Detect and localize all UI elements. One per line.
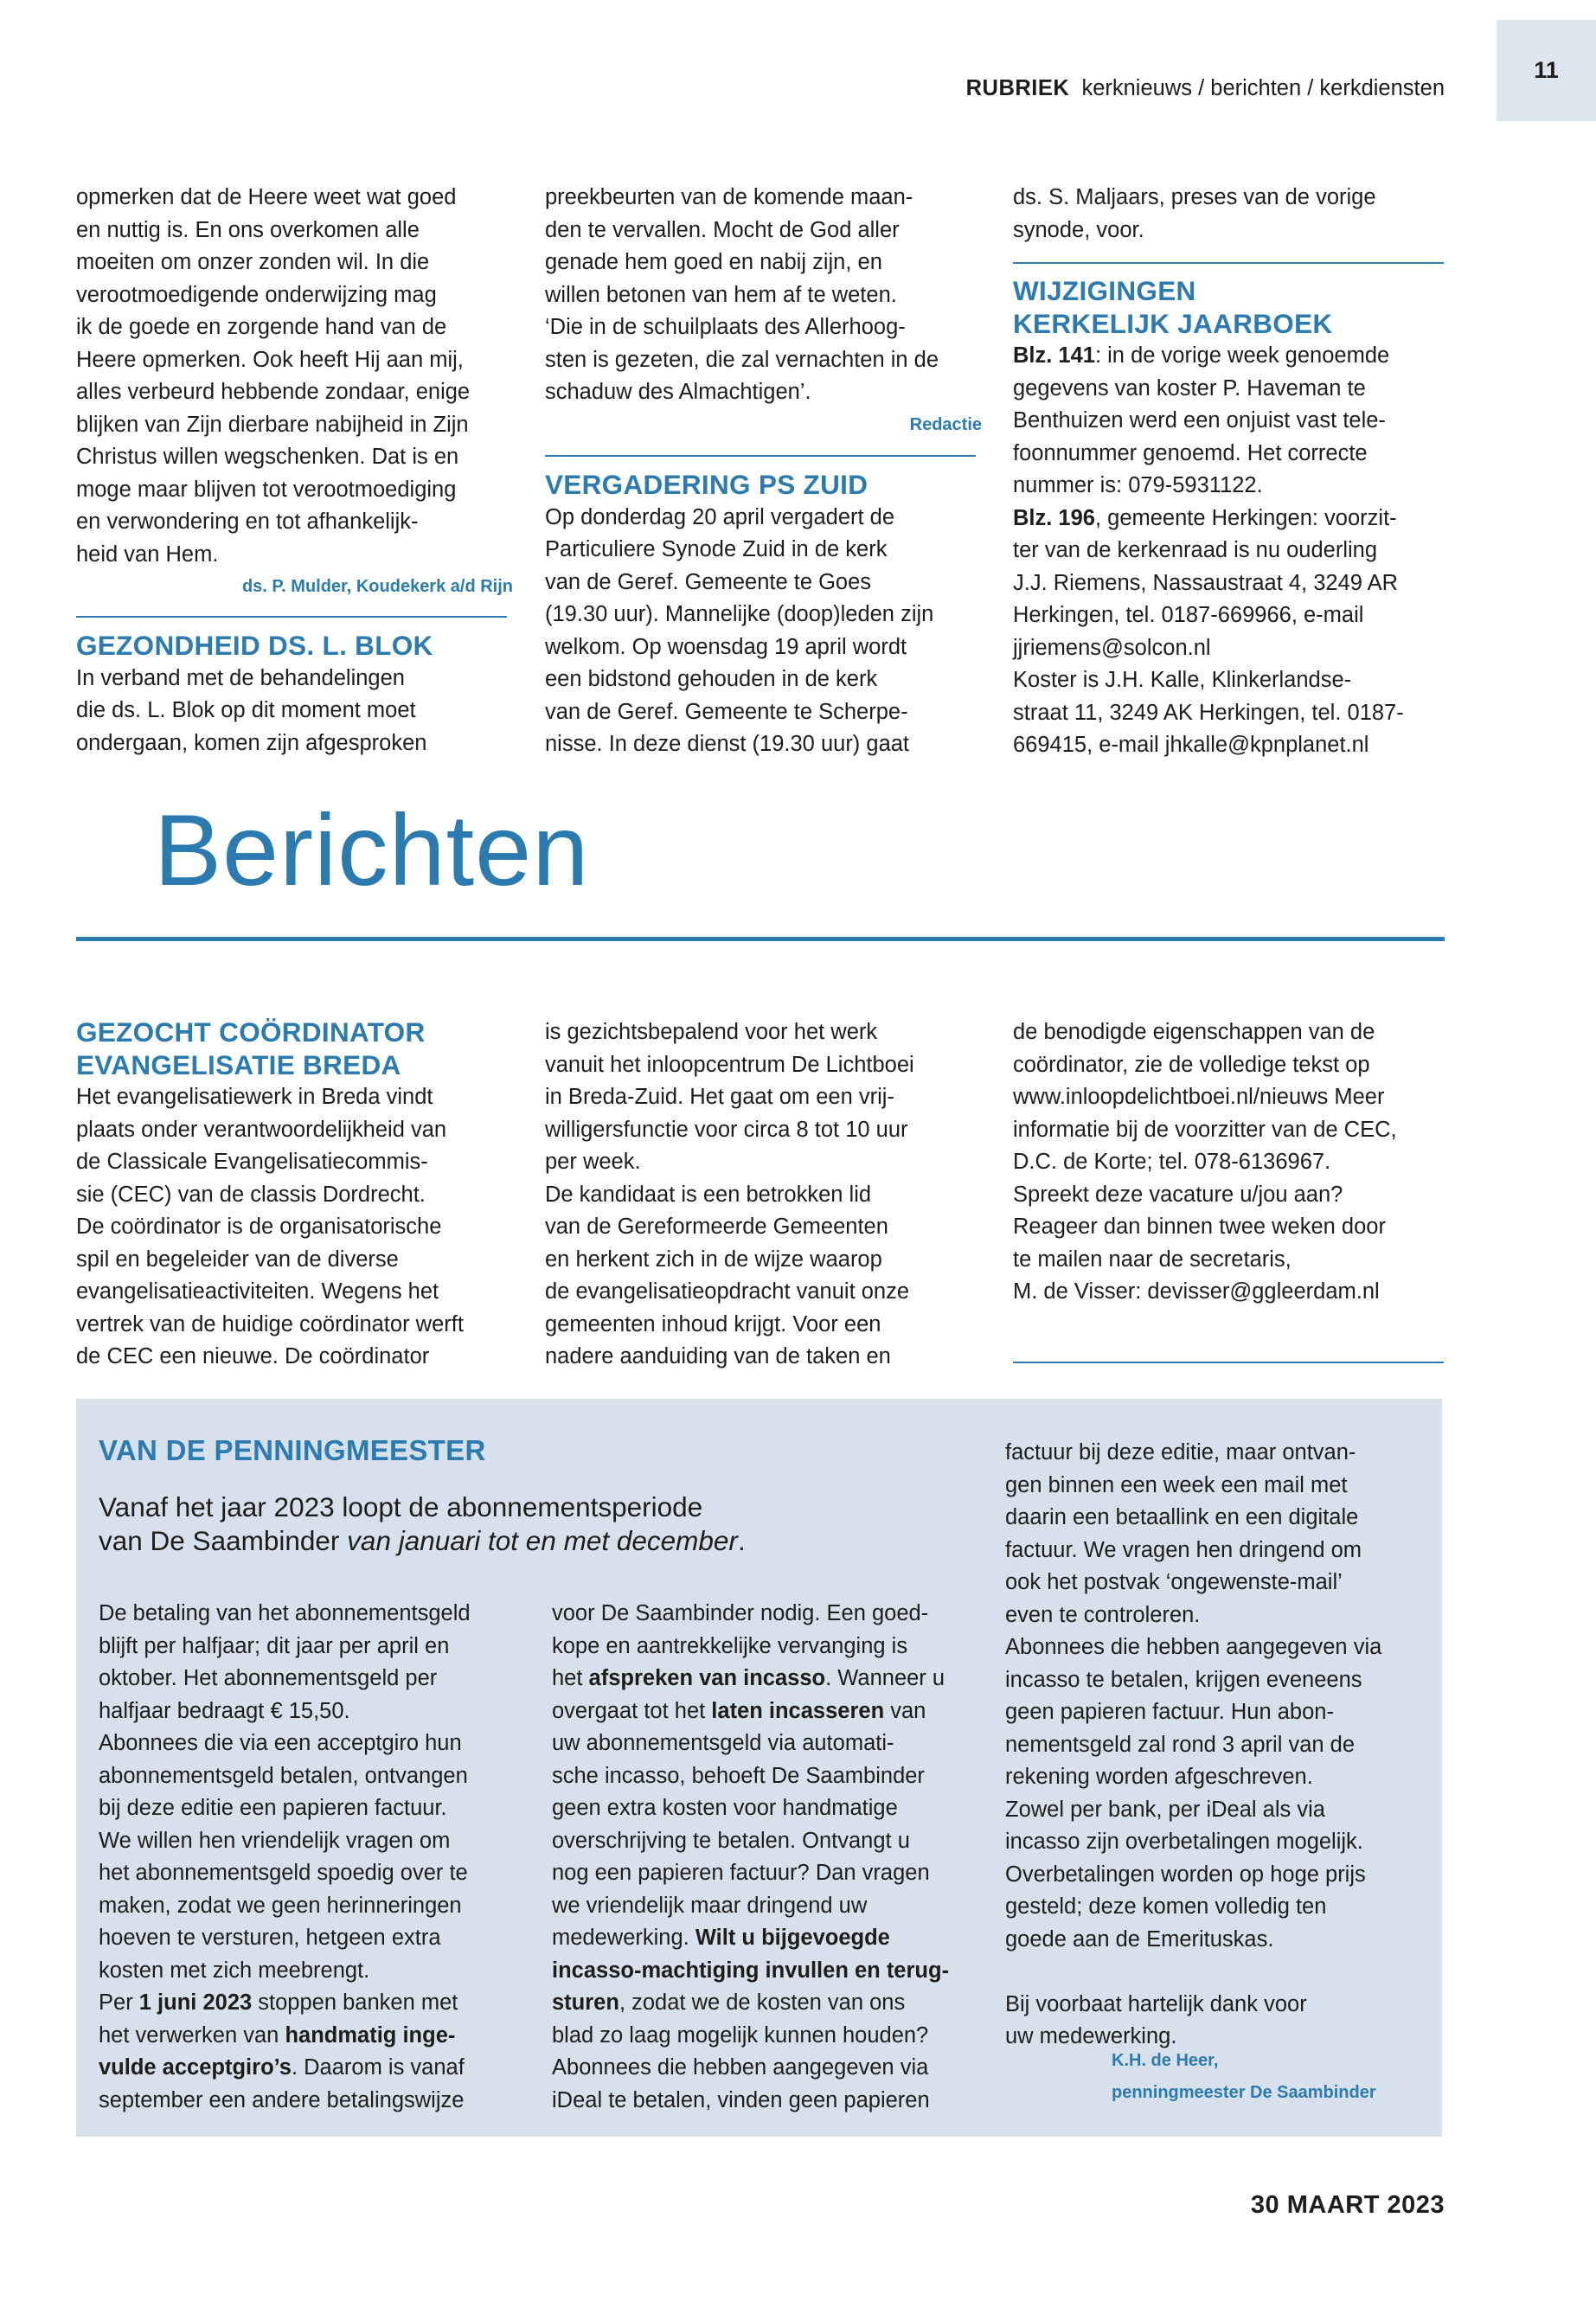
bold-span: laten incasseren [711, 1698, 885, 1723]
text-line: en verwondering en tot afhankelijk- [76, 510, 419, 534]
text-line: Benthuizen werd een onjuist vast tele- [1013, 408, 1386, 433]
bold-span: incasso-machtiging invullen en terug- [552, 1958, 950, 1983]
vergadering-article [545, 469, 982, 761]
text-line: van de Geref. Gemeente te Scherpe- [545, 699, 908, 724]
text-line: vanuit het inloopcentrum De Lichtboei [545, 1052, 914, 1077]
text-line: moge maar blijven tot verootmoediging [76, 477, 457, 502]
text-line: uw medewerking. [1005, 2024, 1177, 2048]
email-line: jjriemens@solcon.nl [1013, 635, 1211, 660]
intro-line [99, 1524, 964, 1558]
text-line: Overbetalingen worden op hoge prijs [1005, 1862, 1366, 1887]
text-line: evangelisatieactiviteiten. Wegens het [76, 1279, 439, 1304]
text-line: nementsgeld zal rond 3 april van de [1005, 1732, 1356, 1757]
text-line: in Breda-Zuid. Het gaat om een vrij- [545, 1085, 894, 1109]
text-line: te mailen naar de secretaris, [1013, 1247, 1292, 1272]
text-line: abonnementsgeld betalen, ontvangen [99, 1763, 468, 1788]
text-line: (19.30 uur). Mannelijke (doop)leden zijn [545, 602, 934, 626]
wijzigingen-article [1013, 275, 1454, 762]
wijzigingen-heading-line2: KERKELIJK JAARBOEK [1013, 307, 1333, 339]
text-line: van de Geref. Gemeente te Goes [545, 569, 872, 594]
issue-date: 30 MAART 2023 [1250, 2191, 1445, 2219]
text-line: Bij voorbaat hartelijk dank voor [1005, 1991, 1307, 2016]
text-line: gen binnen een week een mail met [1005, 1472, 1348, 1497]
text-line: de benodigde eigenschappen van de [1013, 1020, 1375, 1044]
text-line: willen betonen van hem af te weten. [545, 282, 897, 307]
section-title: Berichten [154, 793, 590, 907]
text-line: schaduw des Almachtigen’. [545, 380, 811, 404]
text-line: Abonnees die hebben aangegeven via [552, 2055, 929, 2080]
text-line [552, 1955, 997, 1988]
text-line: blad zo laag mogelijk kunnen houden? [552, 2022, 929, 2048]
text-line: Koster is J.H. Kalle, Klinkerlandse- [1013, 668, 1352, 692]
text-line: iDeal te betalen, vinden geen papieren [552, 2087, 930, 2112]
text-line: blijken van Zijn dierbare nabijheid in Zijn [76, 412, 469, 437]
text-line: gesteld; deze komen volledig ten [1005, 1894, 1327, 1919]
text-line: foonnummer genoemd. Het correcte [1013, 440, 1368, 465]
text-line [99, 2052, 544, 2085]
coordinator-heading-line1: GEZOCHT COÖRDINATOR [76, 1016, 426, 1048]
top-column-2 [545, 182, 982, 441]
text-line: Het evangelisatiewerk in Breda vindt [76, 1085, 433, 1109]
text-span: Per [99, 1990, 139, 2015]
text-line: We willen hen vriendelijk vragen om [99, 1828, 451, 1853]
coordinator-column-2 [545, 1016, 986, 1374]
text-line: den te vervallen. Mocht de God aller [545, 217, 900, 242]
gezondheid-article [76, 630, 513, 760]
text-line: factuur bij deze editie, maar ontvan- [1005, 1440, 1356, 1465]
text-line: informatie bij de voorzitter van de CEC, [1013, 1117, 1397, 1142]
text-line: van de Gereformeerde Gemeenten [545, 1215, 888, 1239]
text-line: coördinator, zie de volledige tekst op [1013, 1052, 1370, 1077]
divider [1013, 262, 1444, 264]
text-line [1013, 340, 1454, 373]
text-line: sie (CEC) van de classis Dordrecht. [76, 1182, 426, 1207]
text-line: Abonnees die hebben aangegeven via [1005, 1635, 1382, 1659]
blz-141-label: Blz. 141 [1013, 343, 1095, 368]
penningmeester-column-2 [552, 1598, 997, 2117]
text-line: willigersfunctie voor circa 8 tot 10 uur [545, 1117, 908, 1142]
text-line: halfjaar bedraagt € 15,50. [99, 1698, 350, 1723]
email-line: 669415, e-mail jhkalle@kpnplanet.nl [1013, 733, 1369, 757]
penningmeester-column-1 [99, 1598, 544, 2117]
signature-name: K.H. de Heer, [1112, 2051, 1219, 2070]
text-span: medewerking. [552, 1926, 695, 1950]
intro-line: Vanaf het jaar 2023 loopt de abonnementsperiode [99, 1491, 703, 1522]
text-line: goede aan de Emerituskas. [1005, 1926, 1274, 1952]
text-line: rekening worden afgeschreven. [1005, 1765, 1313, 1789]
text-line: D.C. de Korte; tel. 078-6136967. [1013, 1150, 1331, 1174]
bold-span: vulde acceptgiro’s [99, 2055, 292, 2080]
text-line: opmerken dat de Heere weet wat goed [76, 185, 457, 209]
signature-role: penningmeester De Saambinder [1112, 2083, 1376, 2102]
text-line: en nuttig is. En ons overkomen alle [76, 217, 420, 242]
text-line: geen papieren factuur. Hun abon- [1005, 1700, 1334, 1724]
text-line: voor De Saambinder nodig. Een goed- [552, 1601, 929, 1625]
text-line [1013, 503, 1454, 535]
text-line: J.J. Riemens, Nassaustraat 4, 3249 AR [1013, 570, 1399, 595]
text-line: preekbeurten van de komende maan- [545, 185, 913, 209]
text-line: De kandidaat is een betrokken lid [545, 1182, 872, 1207]
email-line: M. de Visser: devisser@ggleerdam.nl [1013, 1279, 1380, 1304]
text-line: De coördinator is de organisatorische [76, 1215, 442, 1239]
section-breadcrumb [966, 76, 1445, 101]
text-line: en herkent zich in de wijze waarop [545, 1247, 882, 1272]
text-line: sten is gezeten, die zal vernachten in de [545, 347, 939, 372]
bold-span: afspreken van incasso [588, 1666, 826, 1690]
text-line: bij deze editie een papieren factuur. [99, 1796, 447, 1820]
text-span: , gemeente Herkingen: voorzit- [1094, 505, 1397, 530]
top-column-1 [76, 182, 513, 603]
text-line: factuur. We vragen hen dringend om [1005, 1537, 1362, 1562]
divider [545, 455, 976, 457]
spacer [1005, 1956, 1438, 1989]
text-line: synode, voor. [1013, 217, 1144, 242]
text-line: incasso te betalen, krijgen eveneens [1005, 1667, 1362, 1692]
text-span: : in de vorige week genoemde [1094, 343, 1390, 368]
text-line: blijft per halfjaar; dit jaar per april en [99, 1633, 450, 1658]
bold-span: sturen [552, 1990, 619, 2015]
coordinator-heading-line2: EVANGELISATIE BREDA [76, 1048, 401, 1080]
text-line: Abonnees die via een acceptgiro hun [99, 1731, 462, 1755]
rubriek-text: kerknieuws / berichten / kerkdiensten [1081, 76, 1445, 100]
coordinator-column-1 [76, 1016, 517, 1374]
text-span: . [737, 1525, 746, 1556]
wijzigingen-heading-line1: WIJZIGINGEN [1013, 275, 1196, 306]
coordinator-column-3 [1013, 1016, 1454, 1309]
text-line [552, 1695, 997, 1728]
text-line: nog een papieren factuur? Dan vragen [552, 1861, 930, 1885]
mulder-signature: ds. P. Mulder, Koudekerk a/d Rijn [241, 577, 513, 596]
text-line: is gezichtsbepalend voor het werk [545, 1020, 878, 1044]
text-line: per week. [545, 1150, 641, 1174]
text-span: het verwerken van [99, 2022, 285, 2048]
text-line: genade hem goed en nabij zijn, en [545, 250, 882, 274]
text-line: een bidstond gehouden in de kerk [545, 667, 878, 691]
text-line: Op donderdag 20 april vergadert de [545, 504, 895, 529]
vergadering-heading: VERGADERING PS ZUID [545, 469, 869, 500]
text-line: nummer is: 079-5931122. [1013, 473, 1263, 497]
text-line: vertrek van de huidige coördinator werft [76, 1311, 464, 1336]
redactie-signature: Redactie [909, 414, 982, 434]
penningmeester-header [99, 1433, 964, 1558]
text-line: hoeven te versturen, hetgeen extra [99, 1926, 441, 1950]
text-line: moeiten om onzer zonden wil. In die [76, 250, 430, 274]
text-span: overgaat tot het [552, 1698, 712, 1723]
text-span: het [552, 1666, 589, 1690]
text-line [552, 1987, 997, 2020]
penningmeester-heading: VAN DE PENNINGMEESTER [99, 1434, 486, 1466]
text-line: gegevens van koster P. Haveman te [1013, 375, 1366, 401]
text-line: de CEC een nieuwe. De coördinator [76, 1344, 430, 1368]
text-line: nadere aanduiding van de taken en [545, 1344, 891, 1368]
penningmeester-intro [99, 1490, 964, 1558]
mulder-article-body [76, 182, 513, 571]
text-line [552, 1922, 997, 1955]
penningmeester-column-3 [1005, 1437, 1438, 2054]
text-line: De betaling van het abonnementsgeld [99, 1601, 471, 1625]
text-line: oktober. Het abonnementsgeld per [99, 1666, 438, 1690]
text-span: van De Saambinder [99, 1525, 348, 1556]
text-line: even te controleren. [1005, 1602, 1201, 1627]
text-line: ds. S. Maljaars, preses van de vorige [1013, 185, 1376, 209]
penningmeester-signature [1112, 2045, 1440, 2109]
url-line: www.inloopdelichtboei.nl/nieuws Meer [1013, 1085, 1385, 1109]
text-line: Zowel per bank, per iDeal als via [1005, 1797, 1325, 1822]
text-line: sche incasso, behoeft De Saambinder [552, 1763, 925, 1788]
gezondheid-heading: GEZONDHEID DS. L. BLOK [76, 630, 433, 661]
text-line: heid van Hem. [76, 542, 219, 567]
divider [76, 616, 507, 618]
text-line [99, 1987, 544, 2020]
text-line: ik de goede en zorgende hand van de [76, 315, 447, 339]
text-line: alles verbeurd hebbende zondaar, enige [76, 380, 471, 404]
text-line: ter van de kerkenraad is nu ouderling [1013, 538, 1378, 562]
page-number: 11 [1497, 20, 1596, 121]
text-line: nisse. In deze dienst (19.30 uur) gaat [545, 732, 910, 756]
text-span: . Daarom is vanaf [291, 2055, 465, 2080]
text-line: maken, zodat we geen herinneringen [99, 1893, 462, 1918]
text-line [99, 2020, 544, 2053]
text-line: straat 11, 3249 AK Herkingen, tel. 0187- [1013, 700, 1404, 725]
text-line: kope en aantrekkelijke vervanging is [552, 1633, 908, 1658]
text-line: Heere opmerken. Ook heeft Hij aan mij, [76, 347, 464, 372]
text-line: Christus willen wegschenken. Dat is en [76, 445, 459, 469]
text-line: uw abonnementsgeld via automati- [552, 1731, 894, 1755]
text-line: die ds. L. Blok op dit moment moet [76, 698, 416, 722]
text-line: Spreekt deze vacature u/jou aan? [1013, 1182, 1343, 1207]
text-span: van [884, 1698, 926, 1723]
text-line: geen extra kosten voor handmatige [552, 1796, 898, 1820]
text-line: overschrijving te betalen. Ontvangt u [552, 1828, 910, 1853]
text-line: Particuliere Synode Zuid in de kerk [545, 537, 888, 561]
bold-span: Wilt u bijgevoegde [695, 1926, 890, 1950]
text-line: ‘Die in de schuilplaats des Allerhoog- [545, 315, 906, 339]
text-span: . Wanneer u [825, 1666, 945, 1690]
text-line: spil en begeleider van de diverse [76, 1247, 399, 1272]
text-line: ondergaan, komen zijn afgesproken [76, 730, 427, 755]
text-line: Herkingen, tel. 0187-669966, e-mail [1013, 603, 1364, 627]
text-line: ook het postvak ‘ongewenste-mail’ [1005, 1570, 1343, 1594]
text-line [552, 1663, 997, 1695]
text-line: plaats onder verantwoordelijkheid van [76, 1117, 447, 1142]
rubriek-label: RUBRIEK [965, 76, 1070, 100]
text-line: Reageer dan binnen twee weken door [1013, 1215, 1386, 1239]
bold-span: handmatig inge- [285, 2022, 456, 2048]
date-emphasis: 1 juni 2023 [138, 1990, 253, 2015]
top-column-3 [1013, 182, 1454, 247]
text-line: welkom. Op woensdag 19 april wordt [545, 634, 907, 659]
text-line: we vriendelijk maar dringend uw [552, 1893, 868, 1918]
blz-196-label: Blz. 196 [1013, 505, 1095, 530]
section-title-rule [76, 937, 1445, 941]
text-line: september een andere betalingswijze [99, 2087, 465, 2112]
text-line: incasso zijn overbetalingen mogelijk. [1005, 1830, 1363, 1854]
divider [1013, 1362, 1444, 1363]
text-line: de evangelisatieopdracht vanuit onze [545, 1279, 910, 1304]
text-line: In verband met de behandelingen [76, 665, 405, 690]
text-line: kosten met zich meebrengt. [99, 1958, 370, 1983]
text-span: , zodat we de kosten van ons [619, 1990, 906, 2015]
text-line: daarin een betaallink en een digitale [1005, 1505, 1359, 1529]
text-line: verootmoedigende onderwijzing mag [76, 282, 437, 307]
text-line: de Classicale Evangelisatiecommis- [76, 1150, 428, 1174]
text-line: gemeenten inhoud krijgt. Voor een [545, 1311, 881, 1336]
text-line: het abonnementsgeld spoedig over te [99, 1861, 468, 1885]
text-span: stoppen banken met [252, 1990, 458, 2015]
intro-emphasis: van januari tot en met december [347, 1525, 738, 1556]
